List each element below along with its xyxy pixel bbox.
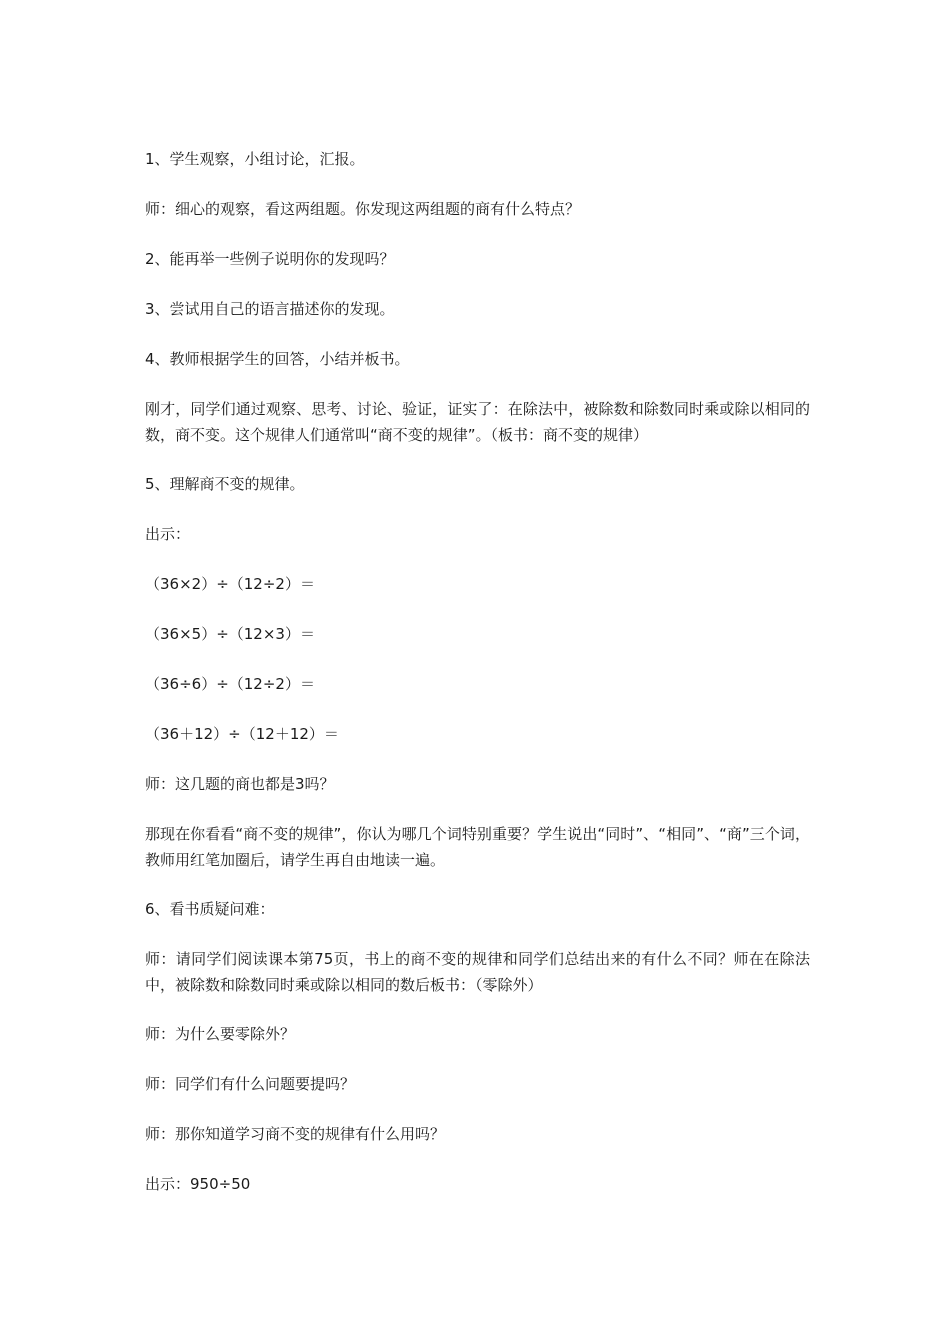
paragraph-show-example: 出示：950÷50 [145,1175,251,1193]
equation-4: （36＋12）÷（12＋12）＝ [145,725,339,743]
paragraph-teacher-observe: 师：细心的观察，看这两组题。你发现这两组题的商有什么特点？ [145,200,581,218]
paragraph-step-4: 4、教师根据学生的回答，小结并板书。 [145,350,410,368]
equation-2: （36×5）÷（12×3）＝ [145,625,315,643]
paragraph-keywords: 那现在你看看“商不变的规律”，你认为哪几个词特别重要？学生说出“同时”、“相同”、“商”三个词，教师用红笔加圈后，请学生再自由地读一遍。 [145,825,810,869]
paragraph-rule-summary: 刚才，同学们通过观察、思考、讨论、验证，证实了：在除法中，被除数和除数同时乘或除以相同的数，商不变。这个规律人们通常叫“商不变的规律”。（板书：商不变的规律） [145,400,810,444]
paragraph-why-zero: 师：为什么要零除外？ [145,1025,296,1043]
paragraph-show-label: 出示： [145,525,191,543]
paragraph-usage: 师：那你知道学习商不变的规律有什么用吗？ [145,1125,446,1143]
paragraph-questions: 师：同学们有什么问题要提吗？ [145,1075,356,1093]
document-body [145,146,810,1221]
paragraph-teacher-question: 师：这几题的商也都是3吗？ [145,775,335,793]
paragraph-step-1: 1、学生观察，小组讨论，汇报。 [145,150,365,168]
paragraph-textbook: 师：请同学们阅读课本第75页，书上的商不变的规律和同学们总结出来的有什么不同？师在在除法中，被除数和除数同时乘或除以相同的数后板书：（零除外） [145,950,810,994]
paragraph-step-5: 5、理解商不变的规律。 [145,475,305,493]
paragraph-step-3: 3、尝试用自己的语言描述你的发现。 [145,300,395,318]
paragraph-step-2: 2、能再举一些例子说明你的发现吗？ [145,250,395,268]
paragraph-step-6: 6、看书质疑问难： [145,900,275,918]
equation-3: （36÷6）÷（12÷2）＝ [145,675,315,693]
equation-1: （36×2）÷（12÷2）＝ [145,575,315,593]
